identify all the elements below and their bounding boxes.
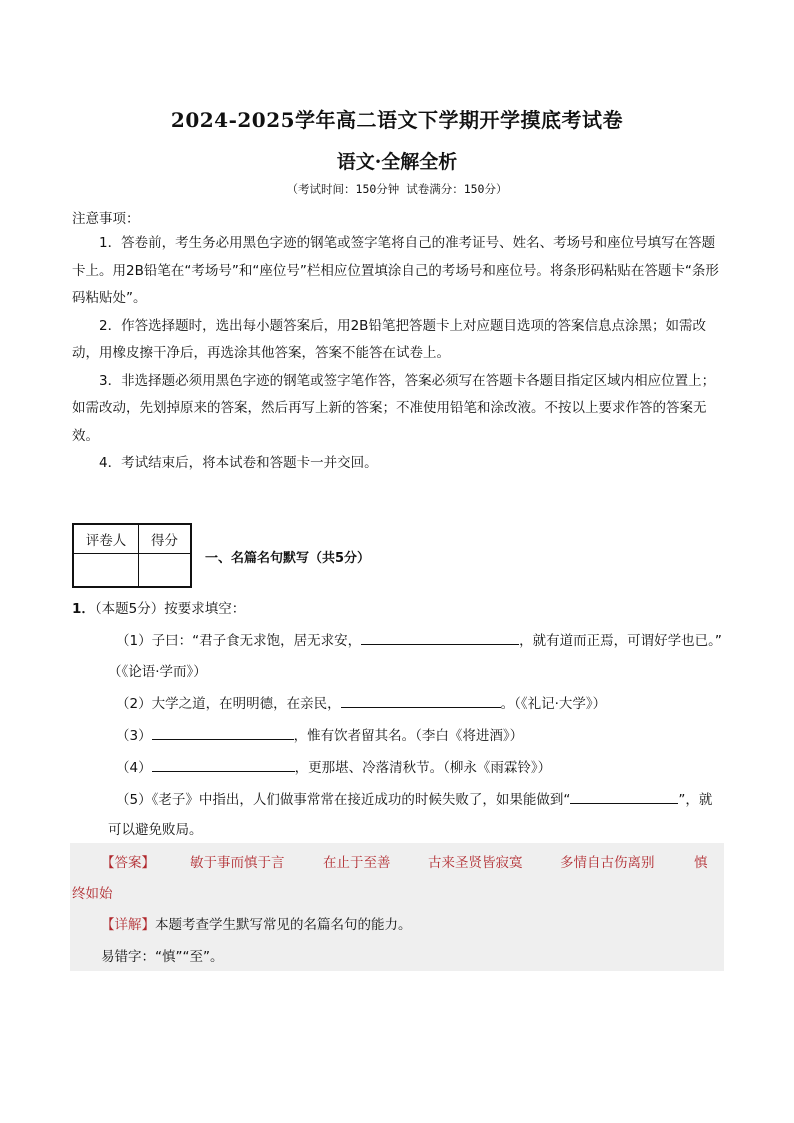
detail-label: 【详解】 <box>101 917 155 933</box>
grader-cell[interactable] <box>73 554 139 588</box>
question-line-5-cont: 可以避免败局。 <box>108 822 203 838</box>
section-title: 一、名篇名句默写（共5分） <box>205 551 371 566</box>
exam-time-info: （考试时间：150分钟 试卷满分：150分） <box>286 182 508 196</box>
page-title: 2024-2025学年高二语文下学期开学摸底考试卷 <box>170 108 624 132</box>
question-line-3: （3） ，惟有饮者留其名。（李白《将进酒》） <box>116 724 523 744</box>
answer-label: 【答案】 <box>101 855 155 871</box>
notice-item-2: 2．作答选择题时，选出每小题答案后，用2B铅笔把答题卡上对应题目选项的答案信息点涂黑；如需改动，用橡皮擦干净后，再选涂其他答案，答案不能答在试卷上。 <box>72 317 706 361</box>
question-line-1: （1）子曰：“君子食无求饱，居无求安， ，就有道而正焉，可谓好学也已。” <box>116 629 722 649</box>
error-note: 易错字：“慎”“至”。 <box>101 949 224 965</box>
score-header: 得分 <box>139 524 192 554</box>
detail-text: 本题考查学生默写常见的名篇名句的能力。 <box>155 917 412 933</box>
answer-item-4: 多情自古伤离别 <box>560 855 655 871</box>
answer-panel <box>70 843 724 971</box>
detail-line <box>101 913 412 933</box>
answer-item-3: 古来圣贤皆寂寞 <box>428 855 523 871</box>
question-number: 1． <box>72 601 95 617</box>
answer-item-5: 慎 <box>694 855 708 871</box>
answer-item-1: 敏于事而慎于言 <box>190 855 285 871</box>
question-line-5: （5）《老子》中指出，人们做事常常在接近成功的时候失败了，如果能做到“ ”，就 <box>116 788 712 808</box>
page-subtitle: 语文·全解全析 <box>336 151 458 173</box>
question-stem-text: （本题5分）按要求填空： <box>94 601 246 617</box>
grader-table <box>72 523 192 588</box>
grader-header: 评卷人 <box>73 524 139 554</box>
notice-item-3: 3．非选择题必须用黑色字迹的钢笔或签字笔作答，答案必须写在答题卡各题目指定区域内相应位置上；如需改动，先划掉原来的答案，然后再写上新的答案；不准使用铅笔和涂改液。不按以上要求作答的答案无效。 <box>72 372 716 444</box>
question-line-4: （4） ，更那堪、冷落清秋节。（柳永《雨霖铃》） <box>116 756 551 776</box>
question-line-1-source: （《论语·学而》） <box>108 664 207 680</box>
score-cell[interactable] <box>139 554 192 588</box>
answer-blank-1[interactable] <box>361 630 519 645</box>
question-line-2: （2）大学之道，在明明德，在亲民， 。（《礼记·大学》） <box>116 692 606 712</box>
answer-blank-3[interactable] <box>152 725 294 740</box>
notice-list <box>72 230 724 478</box>
answer-blank-2[interactable] <box>341 693 501 708</box>
answer-blank-4[interactable] <box>152 757 295 772</box>
notice-item-1: 1．答卷前，考生务必用黑色字迹的钢笔或签字笔将自己的准考证号、姓名、考场号和座位号填写在答题卡上。用2B铅笔在“考场号”和“座位号”栏相应位置填涂自己的考场号和座位号。将条形码粘贴在答题卡“条形码粘贴处”。 <box>72 235 719 306</box>
answer-continuation: 终如始 <box>72 886 113 902</box>
notice-item-4: 4．考试结束后，将本试卷和答题卡一并交回。 <box>99 455 378 471</box>
answer-item-2: 在止于至善 <box>323 855 391 871</box>
answer-blank-5[interactable] <box>570 789 678 804</box>
notice-heading: 注意事项： <box>72 211 140 227</box>
question-stem <box>72 597 245 617</box>
